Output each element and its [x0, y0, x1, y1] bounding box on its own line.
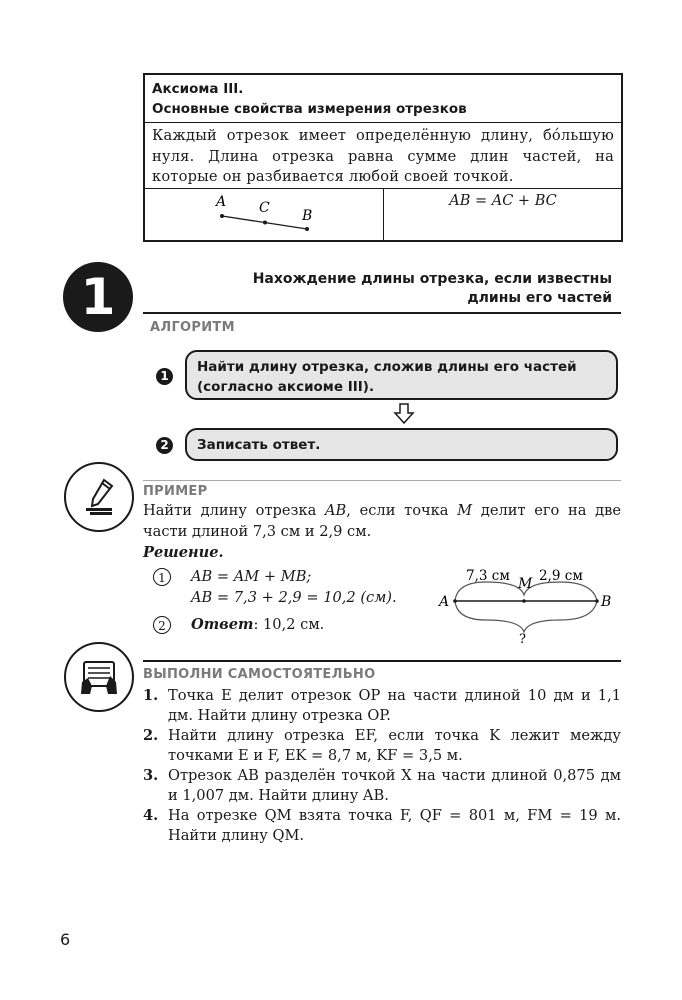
problem-var: M	[457, 502, 473, 519]
section-title-line2: длины его частей	[467, 290, 612, 306]
point-c	[263, 221, 267, 225]
axiom-figure	[145, 189, 384, 240]
pencil-icon	[64, 462, 134, 532]
example-heading: ПРИМЕР	[143, 484, 208, 499]
axiom-title: Аксиома III.	[152, 81, 244, 97]
example-divider	[143, 480, 621, 481]
exercise-text: Отрезок AB разделён точкой X на части длиной 0,875 дм и 1,007 дм. Найти длину AB.	[168, 767, 621, 804]
point-b	[305, 227, 309, 231]
exercises-heading: ВЫПОЛНИ САМОСТОЯТЕЛЬНО	[143, 667, 376, 682]
section-title-line1: Нахождение длины отрезка, если известны	[252, 271, 612, 287]
label-a: A	[216, 194, 227, 210]
label-a: A	[439, 594, 450, 610]
exercise-text: Найти длину отрезка EF, если точка K лежит между точками E и F, EK = 8,7 м, KF = 3,5 м.	[168, 727, 621, 764]
axiom-formula: AB = AC + BC	[449, 193, 557, 209]
exercise-number: 4.	[143, 807, 159, 824]
example-problem	[143, 501, 621, 542]
left-length-label: 7,3 см	[466, 568, 510, 584]
section-title	[230, 270, 612, 308]
algorithm-heading: АЛГОРИТМ	[150, 320, 235, 335]
solution-line: AB = AM + MB;	[191, 568, 312, 585]
answer-value: : 10,2 см.	[253, 616, 325, 633]
unknown-length-label: ?	[519, 632, 526, 645]
answer	[191, 615, 324, 636]
lower-brace	[455, 601, 597, 632]
point-a	[220, 214, 224, 218]
answer-label: Ответ	[191, 616, 254, 633]
step-number-circle: 1	[153, 568, 171, 586]
solution-step-1	[153, 568, 171, 589]
tablet-hands-icon	[64, 642, 134, 712]
arrow-down-icon	[393, 403, 415, 425]
problem-text: делит его на две части длиной 7,3 см и 2,9 см.	[143, 502, 621, 540]
problem-text: Найти длину отрезка	[143, 502, 325, 519]
label-m: M	[518, 576, 533, 592]
point-b	[595, 599, 599, 603]
solution-label: Решение.	[143, 544, 224, 561]
segment-am-b-diagram	[430, 560, 620, 645]
axiom-subtitle: Основные свойства измерения отрезков	[152, 101, 467, 117]
point-m	[522, 599, 526, 603]
section-divider	[143, 312, 621, 314]
problem-var: AB	[325, 502, 347, 519]
right-length-label: 2,9 см	[539, 568, 583, 584]
solution-step-1-text	[191, 567, 397, 608]
exercise-number: 3.	[143, 767, 159, 784]
label-c: C	[259, 200, 270, 216]
step-bullet-1: 1	[156, 368, 173, 385]
exercise-text: Точка E делит отрезок OP на части длиной 10 дм и 1,1 дм. Найти длину отрезка OP.	[168, 687, 621, 724]
exercise-number: 1.	[143, 687, 159, 704]
axiom-header	[145, 75, 621, 123]
step-bullet-2: 2	[156, 437, 173, 454]
step-number-circle: 2	[153, 616, 171, 634]
exercise-item	[143, 766, 621, 806]
exercises-divider	[143, 660, 621, 662]
axiom-box	[143, 73, 623, 242]
solution-line: AB = 7,3 + 2,9 = 10,2 (см).	[191, 588, 397, 606]
point-a	[453, 599, 457, 603]
exercise-item	[143, 726, 621, 766]
section-number-badge: 1	[63, 262, 133, 332]
exercise-item	[143, 686, 621, 726]
exercise-number: 2.	[143, 727, 159, 744]
segment-acb-diagram	[145, 189, 383, 239]
exercise-text: На отрезке QM взята точка F, QF = 801 м, FM = 19 м. Найти длину QM.	[168, 807, 621, 844]
solution-step-2	[153, 616, 171, 637]
page-number: 6	[60, 930, 71, 949]
label-b: B	[601, 594, 612, 610]
axiom-text: Каждый отрезок имеет определённую длину, бóльшую нуля. Длина отрезка равна сумме длин частей, на которые он разбивается любой своей точкой.	[145, 123, 621, 189]
algorithm-step-2: Записать ответ.	[185, 428, 618, 461]
label-b: B	[302, 208, 313, 224]
exercise-list	[143, 686, 621, 846]
problem-text: , если точка	[346, 502, 458, 519]
exercise-item	[143, 806, 621, 846]
algorithm-step-1: Найти длину отрезка, сложив длины его частей (согласно аксиоме III).	[185, 350, 618, 400]
